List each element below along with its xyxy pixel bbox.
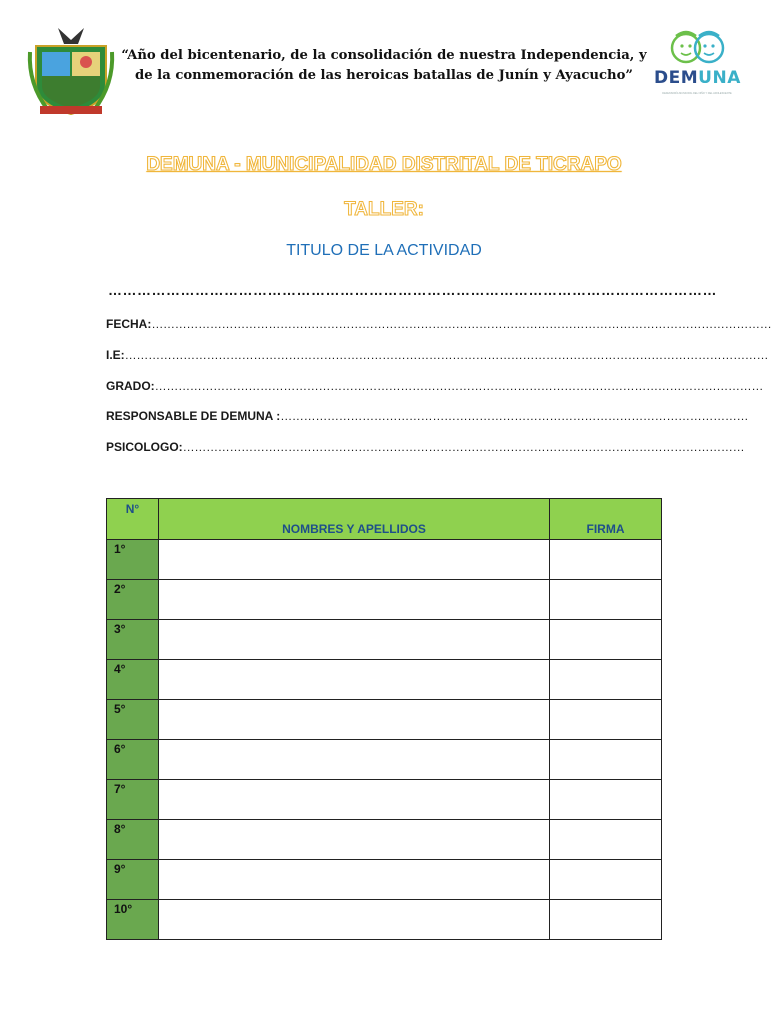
workshop-title: TALLER:: [344, 199, 424, 220]
name-cell[interactable]: [159, 780, 550, 820]
field-grado: [106, 379, 764, 393]
signature-cell[interactable]: [550, 740, 662, 780]
activity-name-line: ………………………………………………………………………………………………………………: [108, 282, 717, 298]
field-blank: ……………………………………………………………………………………………………………………………………………: [151, 317, 771, 331]
name-cell[interactable]: [159, 740, 550, 780]
signature-cell[interactable]: [550, 780, 662, 820]
field-blank: …………………………………………………………………………………………………………: [280, 409, 749, 423]
field-blank: …………………………………………………………………………………………………………………………………………: [154, 379, 764, 393]
name-cell[interactable]: [159, 620, 550, 660]
field-responsable: [106, 409, 749, 423]
name-cell[interactable]: [159, 540, 550, 580]
table-row: [107, 580, 662, 620]
field-blank: …………………………………………………………………………………………………………………………………………………: [124, 348, 769, 362]
row-number: 2°: [107, 580, 159, 620]
table-header-row: [107, 499, 662, 540]
field-label: GRADO:: [106, 379, 155, 393]
field-blank: ………………………………………………………………………………………………………………………………: [182, 440, 745, 454]
field-label: RESPONSABLE DE DEMUNA :: [106, 409, 281, 423]
row-number: 7°: [107, 780, 159, 820]
field-fecha: [106, 317, 771, 331]
municipal-crest-icon: [28, 24, 114, 116]
table-row: [107, 740, 662, 780]
row-number: 10°: [107, 900, 159, 940]
row-number: 1°: [107, 540, 159, 580]
header-names: NOMBRES Y APELLIDOS: [159, 499, 550, 540]
row-number: 8°: [107, 820, 159, 860]
signature-cell[interactable]: [550, 860, 662, 900]
table-row: [107, 820, 662, 860]
name-cell[interactable]: [159, 660, 550, 700]
table-row: [107, 660, 662, 700]
row-number: 4°: [107, 660, 159, 700]
signature-cell[interactable]: [550, 820, 662, 860]
children-faces-icon: [654, 26, 740, 68]
name-cell[interactable]: [159, 700, 550, 740]
table-row: [107, 780, 662, 820]
header-number: N°: [107, 499, 159, 540]
name-cell[interactable]: [159, 820, 550, 860]
signature-cell[interactable]: [550, 580, 662, 620]
signature-cell[interactable]: [550, 900, 662, 940]
document-header: [0, 0, 768, 130]
demuna-logo: [654, 26, 740, 102]
table-row: [107, 540, 662, 580]
activity-title: TITULO DE LA ACTIVIDAD: [286, 242, 482, 259]
table-row: [107, 700, 662, 740]
header-signature: FIRMA: [550, 499, 662, 540]
table-row: [107, 620, 662, 660]
institution-title: DEMUNA - MUNICIPALIDAD DISTRITAL DE TICRAPO: [146, 154, 622, 175]
row-number: 6°: [107, 740, 159, 780]
row-number: 3°: [107, 620, 159, 660]
signature-cell[interactable]: [550, 700, 662, 740]
signature-cell[interactable]: [550, 660, 662, 700]
demuna-caption: DEFENSORÍA MUNICIPAL DEL NIÑO Y DEL ADOLESCENTE: [662, 92, 732, 95]
field-label: FECHA:: [106, 317, 152, 331]
signature-cell[interactable]: [550, 620, 662, 660]
row-number: 5°: [107, 700, 159, 740]
table-row: [107, 860, 662, 900]
field-label: I.E:: [106, 348, 125, 362]
name-cell[interactable]: [159, 860, 550, 900]
year-motto: “Año del bicentenario, de la consolidación de nuestra Independencia, y de la conmemoración de las heroicas batallas de Junín y Ayacucho”: [121, 48, 647, 83]
field-ie: [106, 348, 769, 362]
field-psicologo: [106, 440, 745, 454]
table-row: [107, 900, 662, 940]
signature-cell[interactable]: [550, 540, 662, 580]
name-cell[interactable]: [159, 580, 550, 620]
attendance-table: [106, 498, 662, 940]
name-cell[interactable]: [159, 900, 550, 940]
demuna-wordmark: DEMUNA: [654, 68, 741, 88]
row-number: 9°: [107, 860, 159, 900]
field-label: PSICOLOGO:: [106, 440, 183, 454]
